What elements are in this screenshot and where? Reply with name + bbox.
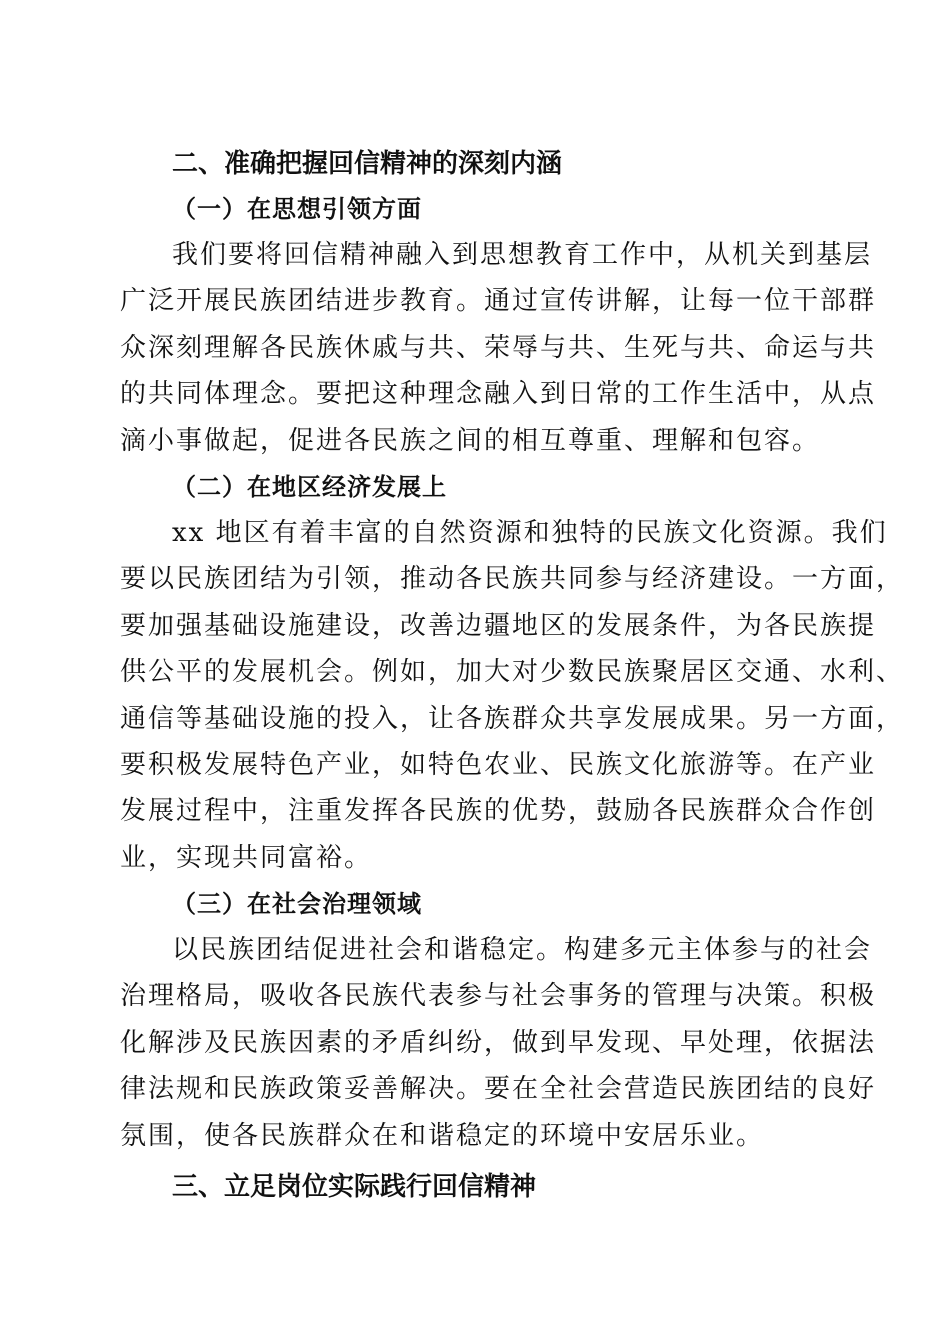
paragraph-line: 众深刻理解各民族休戚与共、荣辱与共、生死与共、命运与共 — [120, 332, 877, 363]
paragraph-line: 我们要将回信精神融入到思想教育工作中，从机关到基层 — [172, 240, 873, 270]
paragraph-line: 治理格局，吸收各民族代表参与社会事务的管理与决策。积极 — [120, 981, 877, 1012]
paragraph-ideological-guidance — [120, 232, 877, 464]
paragraph-economic-development — [120, 510, 905, 881]
document-body — [120, 142, 905, 1209]
paragraph-line: 的共同体理念。要把这种理念融入到日常的工作生活中，从点 — [120, 379, 877, 410]
paragraph-line: 以民族团结促进社会和谐稳定。构建多元主体参与的社会 — [172, 935, 873, 966]
paragraph-line: 要以民族团结为引领，推动各民族共同参与经济建设。一方面， — [120, 564, 905, 595]
paragraph-line: 广泛开展民族团结进步教育。通过宣传讲解，让每一位干部群 — [120, 286, 877, 317]
subsection-heading-3: （三）在社会治理领域 — [172, 890, 422, 919]
paragraph-line: 化解涉及民族因素的矛盾纠纷，做到早发现、早处理，依据法 — [120, 1027, 877, 1058]
section-heading-3: 三、立足岗位实际践行回信精神 — [172, 1172, 537, 1203]
paragraph-line: 滴小事做起，促进各民族之间的相互尊重、理解和包容。 — [120, 425, 821, 456]
paragraph-line: 发展过程中，注重发挥各民族的优势，鼓励各民族群众合作创 — [120, 796, 877, 827]
paragraph-line: 通信等基础设施的投入，让各族群众共享发展成果。另一方面， — [120, 703, 905, 734]
subsection-heading-1: （一）在思想引领方面 — [172, 195, 422, 223]
paragraph-line: 要积极发展特色产业，如特色农业、民族文化旅游等。在产业 — [120, 749, 877, 780]
paragraph-line: 业，实现共同富裕。 — [120, 842, 373, 873]
subsection-heading-2: （二）在地区经济发展上 — [172, 472, 447, 501]
paragraph-line: xx 地区有着丰富的自然资源和独特的民族文化资源。我们 — [172, 517, 888, 548]
section-heading-2: 二、准确把握回信精神的深刻内涵 — [172, 149, 563, 179]
paragraph-line: 氛围，使各民族群众在和谐稳定的环境中安居乐业。 — [120, 1120, 765, 1151]
paragraph-social-governance — [120, 927, 877, 1159]
paragraph-line: 律法规和民族政策妥善解决。要在全社会营造民族团结的良好 — [120, 1074, 877, 1105]
paragraph-line: 要加强基础设施建设，改善边疆地区的发展条件，为各民族提 — [120, 610, 877, 641]
paragraph-line: 供公平的发展机会。例如，加大对少数民族聚居区交通、水利、 — [120, 657, 905, 688]
